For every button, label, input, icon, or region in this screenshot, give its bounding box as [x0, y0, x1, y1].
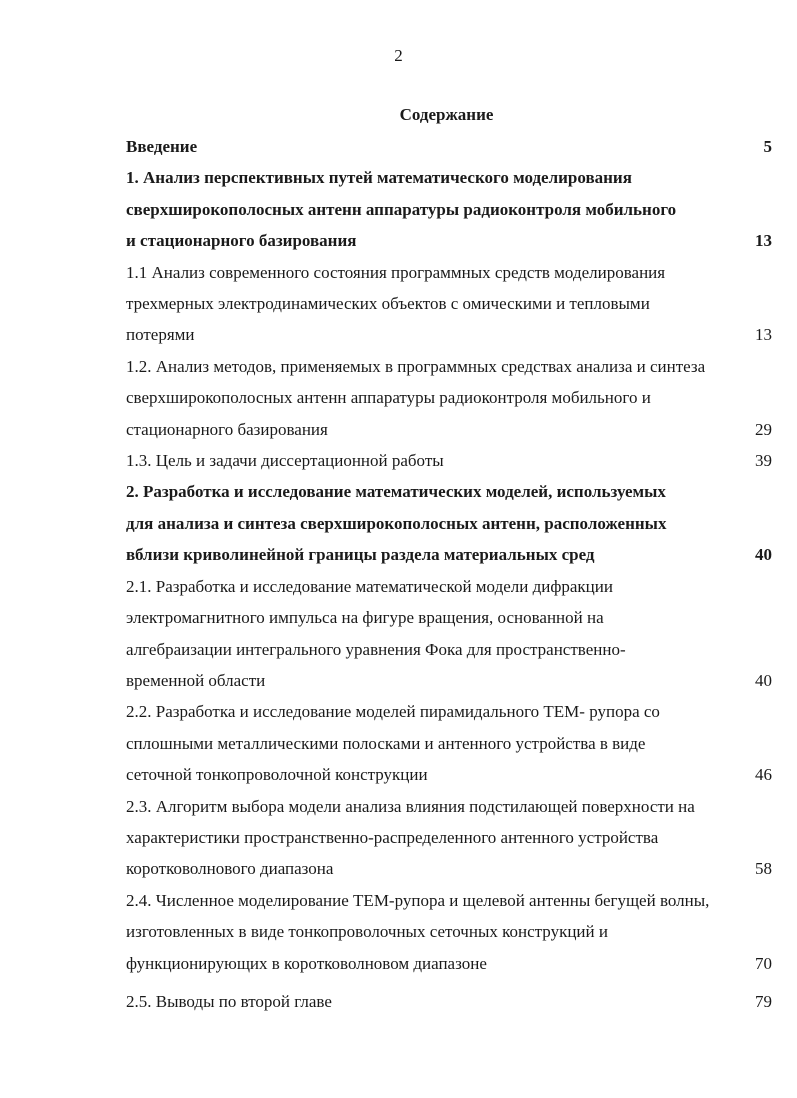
- toc-entry-title-line: изготовленных в виде тонкопроволочных сеточных конструкций и: [126, 922, 608, 942]
- toc-entry-title-line: потерями: [126, 325, 195, 345]
- toc-entry-title-line: 1. Анализ перспективных путей математического моделирования: [126, 168, 632, 188]
- toc-entry-page-number: 58: [755, 859, 772, 879]
- toc-entry-title-line: трехмерных электродинамических объектов с омическими и тепловыми: [126, 294, 650, 314]
- toc-entry: [126, 476, 772, 570]
- toc-entry: [126, 445, 772, 476]
- toc-entry-page-number: 79: [755, 991, 772, 1011]
- toc-entry-title-line: временной области: [126, 670, 266, 690]
- toc-entry: [126, 571, 772, 697]
- toc-entry-page-number: 29: [755, 419, 772, 439]
- toc-entry: [126, 351, 772, 445]
- toc-entry-title-line: функционирующих в коротковолновом диапазоне: [126, 953, 487, 973]
- toc-entry-page-number: 13: [755, 231, 772, 251]
- toc-entry-title-line: 1.2. Анализ методов, применяемых в программных средствах анализа и синтеза: [126, 356, 706, 376]
- toc-entry-page-number: 46: [755, 765, 772, 785]
- toc-entry-title-line: 2. Разработка и исследование математических моделей, используемых: [126, 482, 666, 502]
- toc-entry-title-line: 2.5. Выводы по второй главе: [126, 991, 332, 1011]
- toc-entry-title-line: стационарного базирования: [126, 419, 328, 439]
- toc-entry-title-line: 2.1. Разработка и исследование математической модели дифракции: [126, 576, 613, 596]
- toc-entry-title-line: 1.1 Анализ современного состояния программных средств моделирования: [126, 262, 666, 282]
- toc-entry-title-line: сверхширокополосных антенн аппаратуры радиоконтроля мобильного: [126, 199, 677, 219]
- toc-entry: [126, 162, 772, 256]
- toc-entry-title-line: 2.4. Численное моделирование ТЕМ-рупора и щелевой антенны бегущей волны,: [126, 890, 710, 910]
- toc-entry-title-line: сеточной тонкопроволочной конструкции: [126, 765, 428, 785]
- toc-entry: [126, 885, 772, 979]
- toc-entry-title-line: и стационарного базирования: [126, 231, 357, 251]
- table-of-contents: [126, 131, 772, 1017]
- toc-entry-title-line: 2.3. Алгоритм выбора модели анализа влияния подстилающей поверхности на: [126, 796, 695, 816]
- toc-entry: [126, 696, 772, 790]
- toc-entry-title-line: сверхширокополосных антенн аппаратуры радиоконтроля мобильного и: [126, 388, 651, 408]
- toc-entry-title-line: характеристики пространственно-распределенного антенного устройства: [126, 827, 659, 847]
- toc-entry-page-number: 39: [755, 451, 772, 471]
- toc-entry-title-line: электромагнитного импульса на фигуре вращения, основанной на: [126, 608, 604, 628]
- toc-entry-title-line: вблизи криволинейной границы раздела материальных сред: [126, 545, 595, 565]
- toc-entry-page-number: 40: [755, 545, 772, 565]
- toc-entry-title-line: Введение: [126, 137, 198, 156]
- toc-entry: [126, 257, 772, 351]
- toc-entry: [126, 791, 772, 885]
- toc-entry-title-line: 2.2. Разработка и исследование моделей пирамидального ТЕМ- рупора со: [126, 702, 660, 722]
- toc-entry-title-line: 1.3. Цель и задачи диссертационной работы: [126, 451, 444, 471]
- toc-entry-title-line: коротковолнового диапазона: [126, 859, 334, 879]
- toc-entry: [126, 986, 772, 1017]
- toc-entry-page-number: 40: [755, 670, 772, 690]
- toc-entry-title-line: алгебраизации интегрального уравнения Фока для пространственно-: [126, 639, 626, 659]
- toc-entry-title-line: сплошными металлическими полосками и антенного устройства в виде: [126, 733, 646, 753]
- toc-entry-page-number: 70: [755, 953, 772, 973]
- toc-entry-page-number: 5: [763, 137, 772, 156]
- toc-entry: [126, 131, 772, 162]
- toc-heading: Содержание: [399, 105, 494, 124]
- toc-entry-page-number: 13: [755, 325, 772, 345]
- page-number: 2: [394, 46, 403, 65]
- toc-entry-title-line: для анализа и синтеза сверхширокополосных антенн, расположенных: [126, 513, 667, 533]
